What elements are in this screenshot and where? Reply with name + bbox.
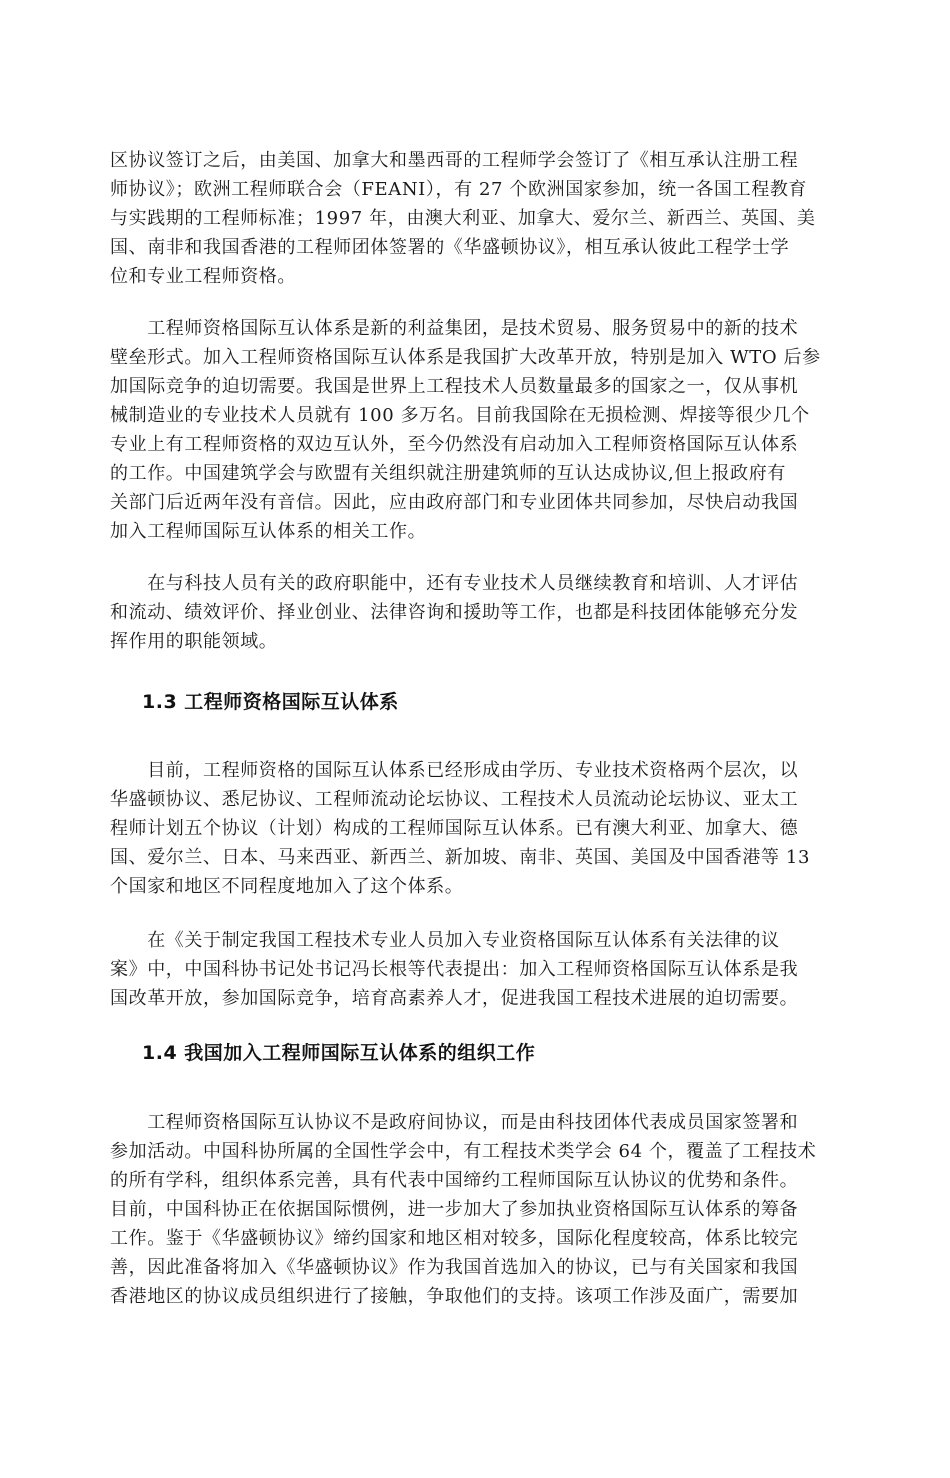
text-line: 加入工程师国际互认体系的相关工作。 xyxy=(110,521,427,542)
text-line: 区协议签订之后，由美国、加拿大和墨西哥的工程师学会签订了《相互承认注册工程 xyxy=(110,150,799,171)
text-line: 参加活动。中国科协所属的全国性学会中，有工程技术类学会 64 个，覆盖了工程技术 xyxy=(110,1141,817,1162)
paragraph-2 xyxy=(110,314,821,546)
text-line: 案》中，中国科协书记处书记冯长根等代表提出：加入工程师资格国际互认体系是我 xyxy=(110,959,799,980)
text-line: 挥作用的职能领域。 xyxy=(110,631,278,652)
paragraph-4 xyxy=(110,756,810,901)
text-line: 目前，中国科协正在依据国际惯例，进一步加大了参加执业资格国际互认体系的筹备 xyxy=(110,1199,799,1220)
paragraph-5 xyxy=(110,926,798,1013)
text-line: 香港地区的协议成员组织进行了接触，争取他们的支持。该项工作涉及面广，需要加 xyxy=(110,1286,799,1307)
paragraph-3 xyxy=(110,569,798,656)
text-line: 善，因此准备将加入《华盛顿协议》作为我国首选加入的协议，已与有关国家和我国 xyxy=(110,1257,799,1278)
paragraph-1 xyxy=(110,146,816,291)
text-line: 国改革开放，参加国际竞争，培育高素养人才，促进我国工程技术进展的迫切需要。 xyxy=(110,988,799,1009)
section-heading-1-4: 1.4 我国加入工程师国际互认体系的组织工作 xyxy=(142,1042,536,1064)
text-line: 程师计划五个协议（计划）构成的工程师国际互认体系。已有澳大利亚、加拿大、德 xyxy=(110,818,799,839)
text-line: 华盛顿协议、悉尼协议、工程师流动论坛协议、工程技术人员流动论坛协议、亚太工 xyxy=(110,789,799,810)
text-line: 工程师资格国际互认协议不是政府间协议，而是由科技团体代表成员国家签署和 xyxy=(110,1112,799,1133)
section-heading-1-3: 1.3 工程师资格国际互认体系 xyxy=(142,691,399,713)
text-line: 的所有学科，组织体系完善，具有代表中国缔约工程师国际互认协议的优势和条件。 xyxy=(110,1170,799,1191)
text-line: 械制造业的专业技术人员就有 100 多万名。目前我国除在无损检测、焊接等很少几个 xyxy=(110,405,810,426)
text-line: 与实践期的工程师标准；1997 年，由澳大利亚、加拿大、爱尔兰、新西兰、英国、美 xyxy=(110,208,816,229)
text-line: 和流动、绩效评价、择业创业、法律咨询和援助等工作，也都是科技团体能够充分发 xyxy=(110,602,799,623)
text-line: 在《关于制定我国工程技术专业人员加入专业资格国际互认体系有关法律的议 xyxy=(110,930,780,951)
text-line: 专业上有工程师资格的双边互认外，至今仍然没有启动加入工程师资格国际互认体系 xyxy=(110,434,799,455)
text-line: 国、爱尔兰、日本、马来西亚、新西兰、新加坡、南非、英国、美国及中国香港等 13 xyxy=(110,847,811,868)
text-line: 工作。鉴于《华盛顿协议》缔约国家和地区相对较多，国际化程度较高，体系比较完 xyxy=(110,1228,799,1249)
text-line: 在与科技人员有关的政府职能中，还有专业技术人员继续教育和培训、人才评估 xyxy=(110,573,799,594)
text-line: 师协议》；欧洲工程师联合会（FEANI），有 27 个欧洲国家参加，统一各国工程教育 xyxy=(110,179,808,200)
text-line: 个国家和地区不同程度地加入了这个体系。 xyxy=(110,876,464,897)
text-line: 加国际竞争的迫切需要。我国是世界上工程技术人员数量最多的国家之一，仅从事机 xyxy=(110,376,799,397)
text-line: 位和专业工程师资格。 xyxy=(110,266,296,287)
text-line: 工程师资格国际互认体系是新的利益集团，是技术贸易、服务贸易中的新的技术 xyxy=(110,318,799,339)
text-line: 目前，工程师资格的国际互认体系已经形成由学历、专业技术资格两个层次，以 xyxy=(110,760,799,781)
text-line: 关部门后近两年没有音信。因此，应由政府部门和专业团体共同参加，尽快启动我国 xyxy=(110,492,799,513)
text-line: 国、南非和我国香港的工程师团体签署的《华盛顿协议》，相互承认彼此工程学士学 xyxy=(110,237,790,258)
paragraph-6 xyxy=(110,1108,816,1311)
text-line: 壁垒形式。加入工程师资格国际互认体系是我国扩大改革开放，特别是加入 WTO 后参 xyxy=(110,347,821,368)
text-line: 的工作。中国建筑学会与欧盟有关组织就注册建筑师的互认达成协议,但上报政府有 xyxy=(110,463,786,484)
